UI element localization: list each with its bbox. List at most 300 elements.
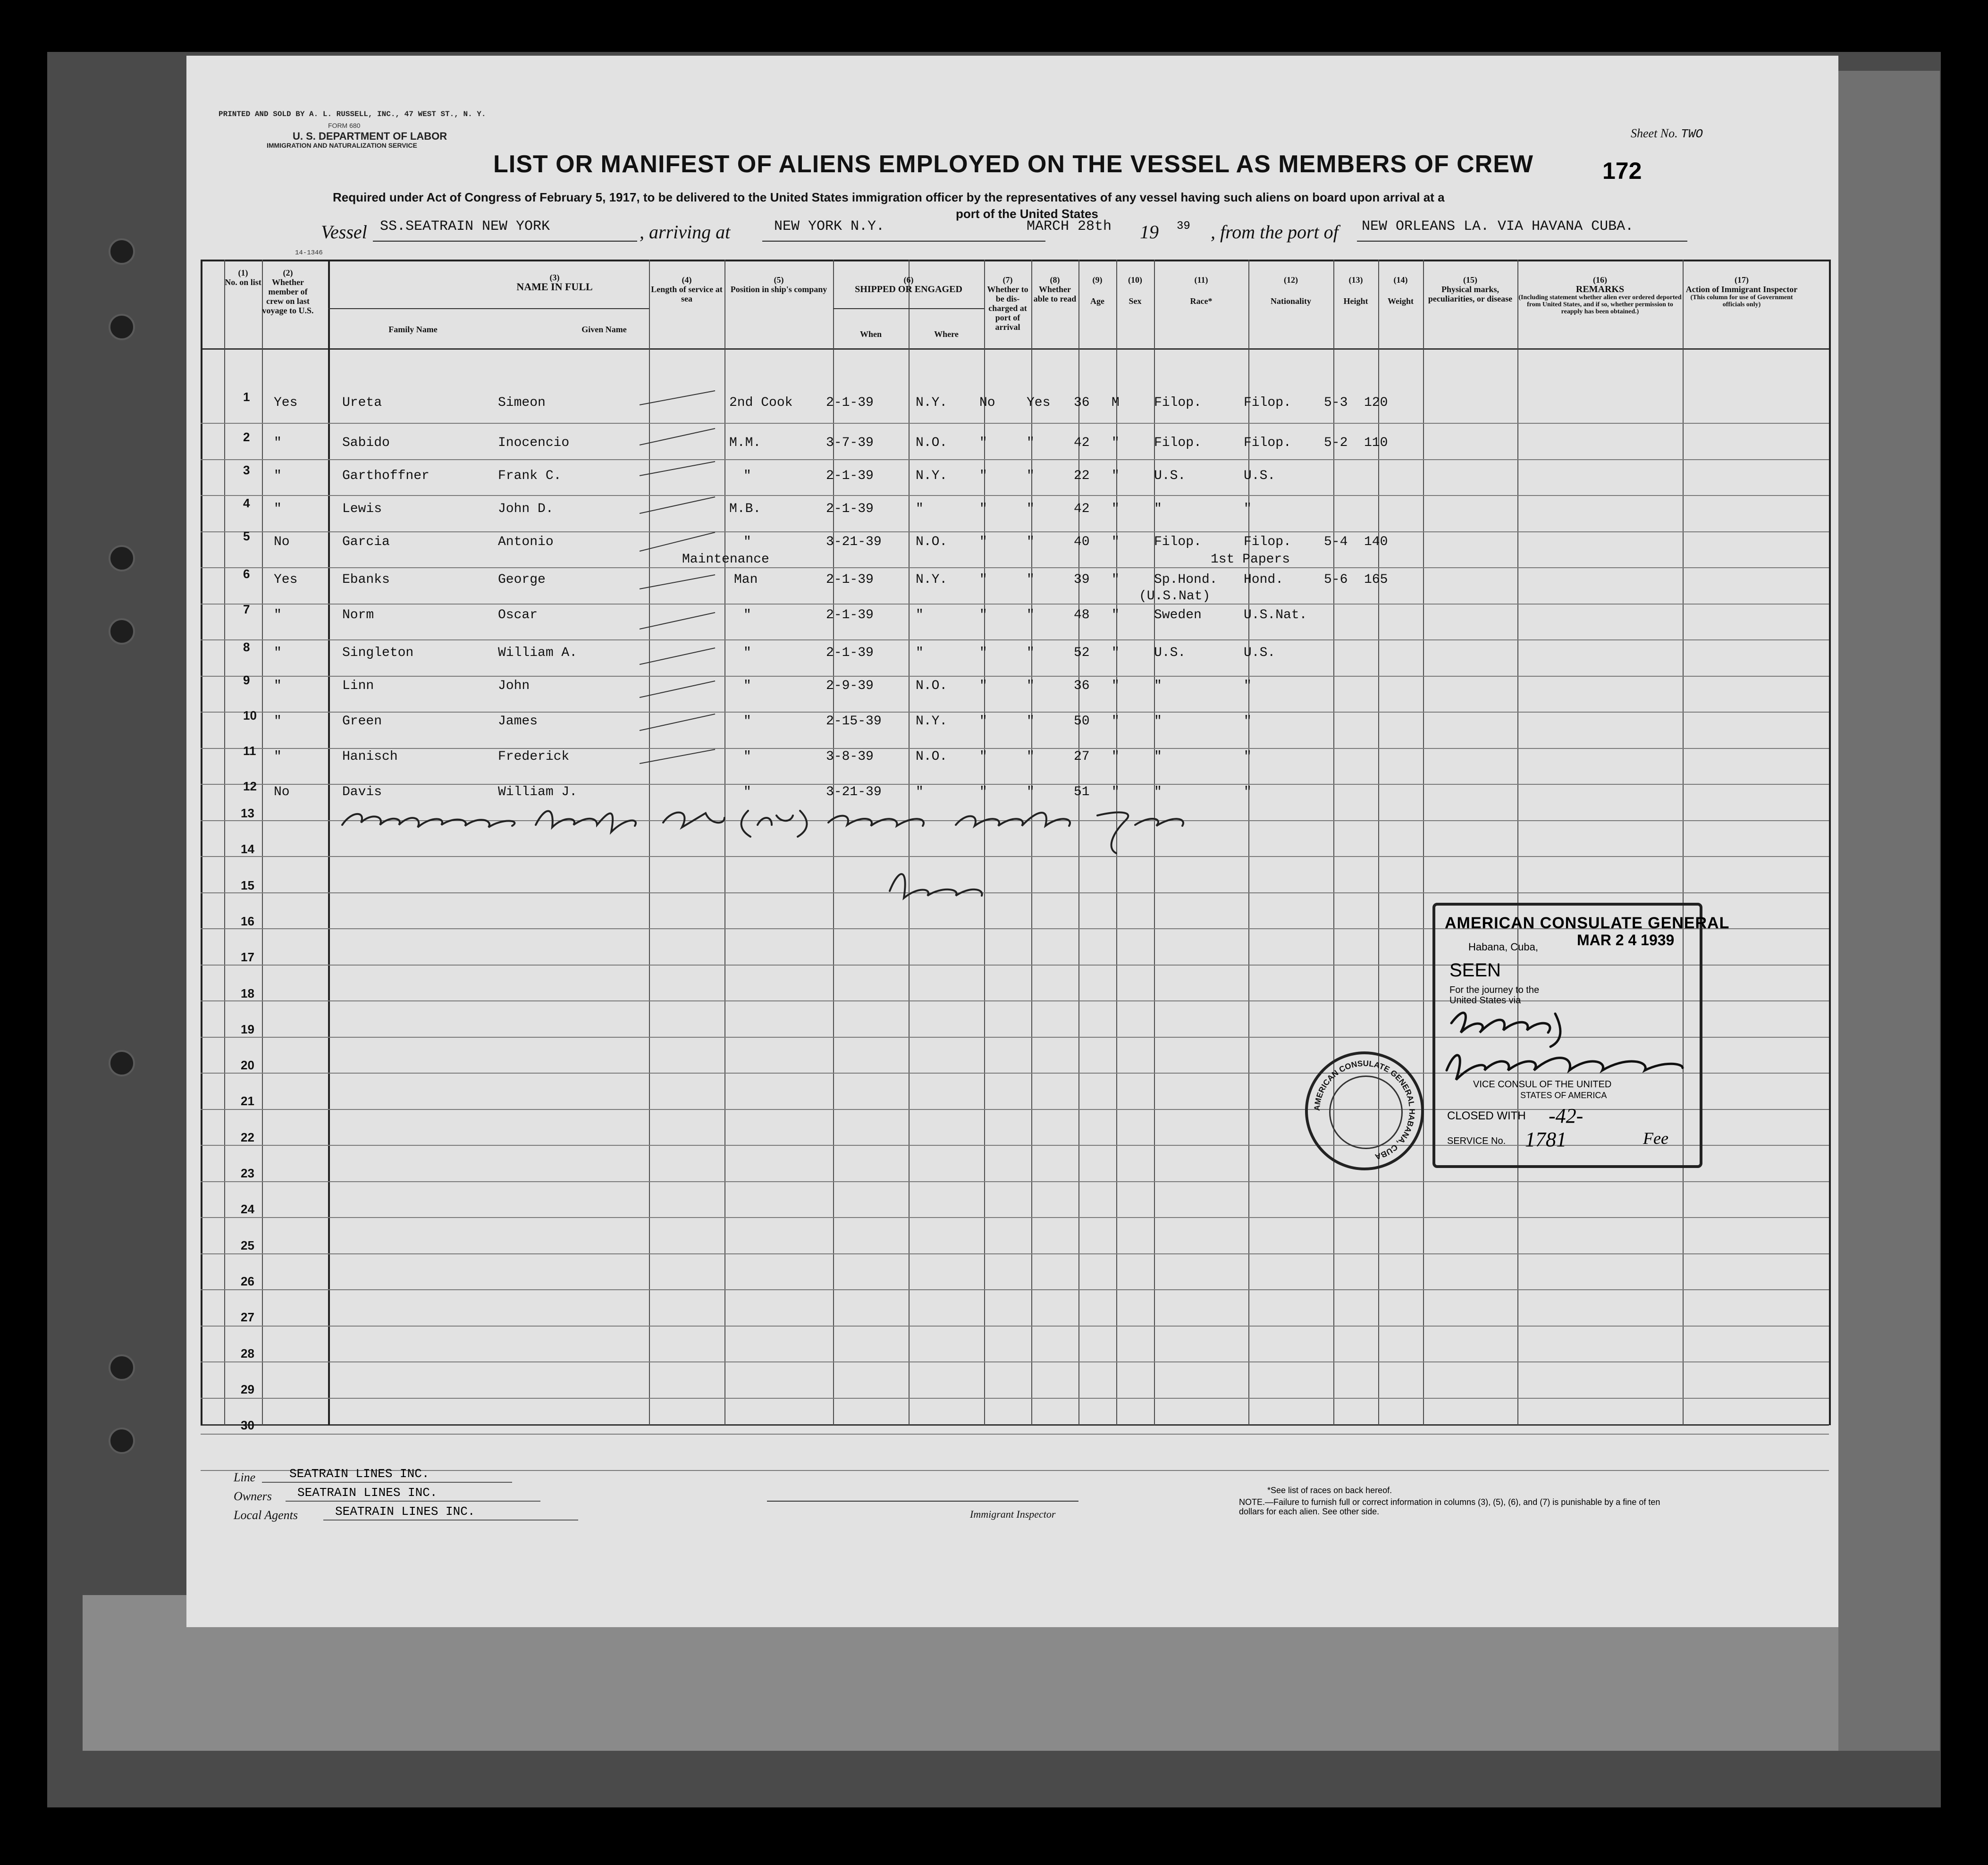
row-number: 17	[241, 950, 254, 965]
nationality-cell: "	[1244, 714, 1252, 729]
nationality-cell: U.S.Nat.	[1244, 608, 1307, 622]
header-col8	[1031, 275, 1078, 303]
family-name-cell: Ureta	[342, 395, 382, 410]
shipped-when-cell: 2-9-39	[826, 679, 874, 693]
from-port-label: , from the port of	[1211, 221, 1339, 243]
row-rule	[201, 1217, 1829, 1218]
year-value: 39	[1177, 220, 1190, 233]
header-col16	[1517, 275, 1683, 315]
header-family-name: Family Name	[388, 325, 438, 334]
row-rule	[201, 531, 1829, 532]
stamp-text-1: For the journey to the	[1449, 985, 1540, 995]
discharged-cell: "	[979, 679, 987, 693]
column-label: Whether member of crew on last voyage to U.S.	[262, 277, 314, 315]
shipped-where-cell: N.Y.	[916, 469, 948, 483]
height-cell: 5-3	[1324, 395, 1348, 410]
race-cell: Sweden	[1154, 608, 1202, 622]
stamp-title: AMERICAN CONSULATE GENERAL	[1445, 914, 1730, 932]
row-rule	[201, 567, 1829, 568]
column-rule	[328, 260, 330, 1425]
given-name-cell: Frank C.	[498, 469, 562, 483]
header-col15	[1423, 275, 1517, 303]
nationality-cell: "	[1244, 502, 1252, 516]
arriving-label: , arriving at	[640, 221, 731, 243]
column-label: No. on list	[225, 277, 261, 287]
stamp-date: MAR 2 4 1939	[1577, 932, 1675, 949]
row-rule	[201, 1253, 1829, 1254]
stamp-states: STATES OF AMERICA	[1520, 1091, 1607, 1100]
able-to-read-cell: "	[1027, 535, 1035, 549]
row-number: 9	[243, 673, 250, 687]
consulate-seal	[1305, 1051, 1424, 1170]
department-name: U. S. DEPARTMENT OF LABOR	[293, 130, 447, 142]
row-rule	[201, 604, 1829, 605]
shipped-where-cell: N.Y.	[916, 714, 948, 729]
footer-owners-label: Owners	[234, 1489, 272, 1503]
last-voyage-cell: "	[274, 502, 282, 516]
last-voyage-cell: "	[274, 749, 282, 764]
header-col1	[224, 268, 262, 287]
shipped-when-cell: 3-21-39	[826, 535, 882, 549]
stamp-city: Habana, Cuba,	[1468, 941, 1538, 953]
family-name-cell: Davis	[342, 785, 382, 799]
binder-hole	[109, 1428, 135, 1454]
family-name-cell: Sabido	[342, 436, 390, 450]
row-number: 21	[241, 1094, 254, 1109]
age-cell: 42	[1074, 436, 1090, 450]
last-voyage-cell: Yes	[274, 395, 298, 410]
printer-line: PRINTED AND SOLD BY A. L. RUSSELL, INC., 47 WEST ST., N. Y.	[219, 110, 486, 118]
row-number: 25	[241, 1238, 254, 1252]
header-col11	[1154, 275, 1248, 306]
column-number: (1)	[238, 268, 248, 277]
row-number: 26	[241, 1274, 254, 1288]
binder-hole	[109, 238, 135, 265]
footer-line-underline	[262, 1482, 512, 1483]
column-number: (17)	[1735, 275, 1749, 285]
given-name-cell: William A.	[498, 646, 578, 660]
nationality-cell: Filop.	[1244, 436, 1291, 450]
position-cell: "	[743, 749, 751, 764]
column-label: Age	[1090, 296, 1104, 306]
discharged-cell: "	[979, 714, 987, 729]
header-col10	[1116, 275, 1154, 306]
row-number: 12	[243, 779, 257, 793]
race-note: *See list of races on back hereof.	[1267, 1486, 1392, 1495]
row-number: 7	[243, 602, 250, 616]
shipped-where-cell: N.O.	[916, 749, 948, 764]
column-label: Nationality	[1270, 296, 1311, 306]
binder-hole	[109, 545, 135, 571]
arrival-port: NEW YORK N.Y.	[774, 218, 885, 235]
discharged-cell: "	[979, 572, 987, 587]
given-name-cell: George	[498, 572, 546, 587]
row-number: 11	[243, 744, 256, 758]
row-rule	[201, 639, 1829, 640]
weight-cell: 140	[1364, 535, 1388, 549]
footer-owners-value: SEATRAIN LINES INC.	[297, 1486, 438, 1500]
shipped-when-cell: 2-15-39	[826, 714, 882, 729]
given-name-cell: Oscar	[498, 608, 538, 622]
inspector-signature-line	[767, 1501, 1078, 1502]
discharged-cell: "	[979, 535, 987, 549]
discharged-cell: "	[979, 469, 987, 483]
nationality-cell: Hond.	[1244, 572, 1284, 587]
binder-hole	[109, 1354, 135, 1381]
discharged-cell: "	[979, 608, 987, 622]
stamp-service-value: 1781	[1525, 1128, 1567, 1151]
row-number: 16	[241, 914, 254, 928]
form-code: 14-1346	[295, 249, 323, 257]
column-label: Whether to be dis-charged at port of arrival	[987, 285, 1028, 332]
row-number: 20	[241, 1058, 254, 1073]
shipped-when-cell: 2-1-39	[826, 502, 874, 516]
from-port-underline	[1357, 241, 1687, 242]
position-cell: "	[743, 469, 751, 483]
column-note: (Including statement whether alien ever ordered deported from United States, and if so, whether permission to reapply has been obtained.)	[1518, 294, 1682, 315]
age-cell: 36	[1074, 679, 1090, 693]
sheet-number	[1631, 126, 1703, 141]
header-where: Where	[934, 329, 959, 339]
nationality-cell: "	[1244, 785, 1252, 799]
row-rule	[201, 748, 1829, 749]
row-number: 18	[241, 986, 254, 1000]
height-cell: 5-6	[1324, 572, 1348, 587]
row-number: 27	[241, 1310, 254, 1325]
height-cell: 5-4	[1324, 535, 1348, 549]
table-top-border	[201, 260, 1829, 261]
footer-line-value: SEATRAIN LINES INC.	[289, 1467, 430, 1481]
row-number: 29	[241, 1382, 254, 1396]
inspector-label: Immigrant Inspector	[970, 1508, 1056, 1520]
header-col6	[833, 275, 984, 294]
nationality-cell: U.S.	[1244, 646, 1276, 660]
column-number: (16)	[1593, 275, 1607, 285]
footer-owners-underline	[286, 1501, 540, 1502]
row-number: 30	[241, 1418, 254, 1433]
row-number: 13	[241, 806, 254, 820]
seal-text-ring	[1308, 1054, 1421, 1168]
row-number: 19	[241, 1022, 254, 1036]
family-name-cell: Green	[342, 714, 382, 729]
sheet-label: Sheet No.	[1631, 126, 1678, 140]
column-number: (10)	[1128, 275, 1142, 285]
stamp-vice-consul: VICE CONSUL OF THE UNITED	[1473, 1079, 1612, 1090]
row-number: 10	[243, 708, 257, 722]
column-label: Length of service at sea	[651, 285, 723, 303]
binder-hole	[109, 1050, 135, 1076]
header-given-name: Given Name	[581, 325, 627, 334]
from-port-value: NEW ORLEANS LA. VIA HAVANA CUBA.	[1362, 218, 1634, 235]
shipped-when-cell: 2-1-39	[826, 395, 874, 410]
footer-agents-value: SEATRAIN LINES INC.	[335, 1504, 475, 1519]
position-cell: Man	[734, 572, 758, 587]
note-first-papers: 1st Papers	[1211, 552, 1290, 567]
column-label: Whether able to read	[1033, 285, 1077, 303]
able-to-read-cell: Yes	[1027, 395, 1051, 410]
nationality-cell: "	[1244, 679, 1252, 693]
row-rule	[201, 676, 1829, 677]
sex-cell: "	[1112, 785, 1120, 799]
position-cell: "	[743, 535, 751, 549]
row-number: 14	[241, 842, 254, 857]
row-number: 6	[243, 567, 250, 581]
length-of-service-marks	[635, 372, 739, 844]
document-subtitle-2: port of the United States	[956, 207, 1098, 221]
row-number: 28	[241, 1346, 254, 1361]
given-name-cell: John D.	[498, 502, 554, 516]
arrival-date: MARCH 28th	[1027, 218, 1112, 235]
back-sheet-edge	[1831, 71, 1940, 1751]
shipped-when-cell: 3-21-39	[826, 785, 882, 799]
able-to-read-cell: "	[1027, 469, 1035, 483]
header-col14	[1378, 275, 1423, 306]
discharged-cell: "	[979, 646, 987, 660]
able-to-read-cell: "	[1027, 785, 1035, 799]
sex-cell: "	[1112, 646, 1120, 660]
last-voyage-cell: Yes	[274, 572, 298, 587]
given-name-cell: James	[498, 714, 538, 729]
stamp-text-2: United States via	[1449, 995, 1521, 1006]
discharged-cell: "	[979, 436, 987, 450]
column-rule	[201, 260, 202, 1425]
race-cell: "	[1154, 785, 1162, 799]
column-label: REMARKS	[1575, 284, 1625, 294]
discharged-cell: No	[979, 395, 995, 410]
row-number: 2	[243, 430, 250, 444]
stamp-closed: CLOSED WITH	[1447, 1109, 1526, 1122]
last-voyage-cell: "	[274, 679, 282, 693]
column-number: (9)	[1092, 275, 1103, 285]
column-number: (8)	[1050, 275, 1060, 285]
sex-cell: "	[1112, 535, 1120, 549]
year-prefix: 19	[1140, 221, 1159, 243]
race-cell: "	[1154, 749, 1162, 764]
port-underline	[762, 241, 1045, 242]
sex-cell: "	[1112, 608, 1120, 622]
form-number: FORM 680	[328, 122, 361, 129]
header-bottom-border	[201, 348, 1829, 350]
discharged-cell: "	[979, 502, 987, 516]
age-cell: 36	[1074, 395, 1090, 410]
age-cell: 39	[1074, 572, 1090, 587]
binder-hole	[109, 314, 135, 340]
note-us-nat: (U.S.Nat)	[1139, 589, 1211, 604]
row-number: 4	[243, 496, 250, 510]
last-voyage-cell: No	[274, 535, 290, 549]
able-to-read-cell: "	[1027, 679, 1035, 693]
stamp-closed-value: -42-	[1549, 1104, 1584, 1127]
able-to-read-cell: "	[1027, 646, 1035, 660]
race-cell: U.S.	[1154, 646, 1186, 660]
able-to-read-cell: "	[1027, 572, 1035, 587]
shipped-where-cell: N.Y.	[916, 395, 948, 410]
column-number: (15)	[1463, 275, 1477, 285]
header-col4	[649, 275, 724, 303]
document-subtitle-1: Required under Act of Congress of February 5, 1917, to be delivered to the United States immigration officer by the representatives of any vessel having such aliens on board upon arrival at a	[333, 190, 1445, 204]
family-name-cell: Singleton	[342, 646, 414, 660]
column-label: Position in ship's company	[730, 285, 827, 294]
given-name-cell: Antonio	[498, 535, 554, 549]
row-number: 24	[241, 1202, 254, 1217]
header-col12	[1248, 275, 1333, 306]
column-number: (14)	[1393, 275, 1408, 285]
given-name-cell: John	[498, 679, 530, 693]
row-rule	[201, 1361, 1829, 1362]
row-rule	[201, 423, 1829, 424]
row-rule	[201, 495, 1829, 496]
shipped-where-cell: N.Y.	[916, 572, 948, 587]
column-rule	[1517, 260, 1518, 1425]
handwritten-closing-note	[333, 797, 1513, 919]
family-name-cell: Linn	[342, 679, 374, 693]
footer-agents-underline	[323, 1520, 578, 1521]
column-number: (6)	[903, 275, 914, 285]
shipped-where-cell: "	[916, 608, 924, 622]
row-number: 23	[241, 1166, 254, 1180]
sex-cell: M	[1112, 395, 1120, 410]
sex-cell: "	[1112, 502, 1120, 516]
penalty-note: NOTE.—Failure to furnish full or correct information in columns (3), (5), (6), and (7) is punishable by a fine of ten dollars for each alien. See other side.	[1239, 1497, 1660, 1516]
row-rule	[201, 1470, 1829, 1471]
footer-agents-label: Local Agents	[234, 1508, 298, 1522]
sex-cell: "	[1112, 749, 1120, 764]
row-rule	[201, 1181, 1829, 1182]
header-col7	[984, 275, 1031, 332]
sex-cell: "	[1112, 469, 1120, 483]
shipped-where-cell: "	[916, 646, 924, 660]
family-name-cell: Garcia	[342, 535, 390, 549]
discharged-cell: "	[979, 785, 987, 799]
column-rule	[1829, 260, 1831, 1425]
header-when: When	[859, 329, 882, 339]
column-rule	[262, 260, 263, 1425]
weight-cell: 120	[1364, 395, 1388, 410]
race-cell: "	[1154, 502, 1162, 516]
note-maintenance: Maintenance	[682, 552, 769, 567]
nationality-cell: U.S.	[1244, 469, 1276, 483]
page-number: 172	[1602, 158, 1642, 184]
vessel-value: SS.SEATRAIN NEW YORK	[380, 218, 550, 235]
able-to-read-cell: "	[1027, 749, 1035, 764]
column-label: Action of Immigrant Inspector	[1685, 285, 1798, 294]
manifest-sheet	[186, 56, 1838, 1627]
column-label: NAME IN FULL	[516, 281, 593, 293]
row-number: 5	[243, 529, 250, 543]
family-name-cell: Lewis	[342, 502, 382, 516]
row-number: 15	[241, 878, 254, 892]
column-label: Physical marks, peculiarities, or disease	[1428, 285, 1513, 303]
shipped-when-cell: 2-1-39	[826, 572, 874, 587]
row-rule	[201, 712, 1829, 713]
race-cell: Filop.	[1154, 436, 1202, 450]
service-name: IMMIGRATION AND NATURALIZATION SERVICE	[267, 142, 417, 149]
age-cell: 27	[1074, 749, 1090, 764]
column-rule	[1683, 260, 1684, 1425]
sex-cell: "	[1112, 572, 1120, 587]
position-cell: "	[743, 608, 751, 622]
last-voyage-cell: "	[274, 646, 282, 660]
svg-text:AMERICAN CONSULATE GENERAL HAB	[1313, 1059, 1416, 1161]
shipped-when-cell: 3-8-39	[826, 749, 874, 764]
subheader-rule	[328, 308, 649, 309]
weight-cell: 110	[1364, 436, 1388, 450]
shipped-where-cell: "	[916, 785, 924, 799]
shipped-when-cell: 2-1-39	[826, 608, 874, 622]
age-cell: 40	[1074, 535, 1090, 549]
subheader-rule	[833, 308, 984, 309]
age-cell: 22	[1074, 469, 1090, 483]
header-col2	[262, 268, 314, 315]
height-cell: 5-2	[1324, 436, 1348, 450]
age-cell: 42	[1074, 502, 1090, 516]
column-number: (11)	[1194, 275, 1208, 285]
last-voyage-cell: "	[274, 714, 282, 729]
nationality-cell: Filop.	[1244, 535, 1291, 549]
last-voyage-cell: "	[274, 608, 282, 622]
header-col13	[1333, 275, 1378, 306]
shipped-when-cell: 2-1-39	[826, 646, 874, 660]
row-number: 8	[243, 640, 250, 654]
race-cell: Filop.	[1154, 535, 1202, 549]
sheet-value: TWO	[1681, 127, 1703, 141]
column-label: Race*	[1190, 296, 1213, 306]
position-cell: M.M.	[729, 436, 761, 450]
shipped-where-cell: N.O.	[916, 679, 948, 693]
header-col5	[724, 275, 833, 294]
column-label: Sex	[1129, 296, 1142, 306]
shipped-where-cell: N.O.	[916, 436, 948, 450]
row-number: 22	[241, 1130, 254, 1144]
race-cell: "	[1154, 714, 1162, 729]
stamp-service: SERVICE No.	[1447, 1136, 1506, 1146]
able-to-read-cell: "	[1027, 608, 1035, 622]
stamp-fee-value: Fee	[1643, 1129, 1668, 1148]
race-cell: U.S.	[1154, 469, 1186, 483]
row-rule	[201, 784, 1829, 785]
given-name-cell: Simeon	[498, 395, 546, 410]
last-voyage-cell: No	[274, 785, 290, 799]
position-cell: M.B.	[729, 502, 761, 516]
position-cell: "	[743, 646, 751, 660]
able-to-read-cell: "	[1027, 714, 1035, 729]
age-cell: 48	[1074, 608, 1090, 622]
last-voyage-cell: "	[274, 469, 282, 483]
row-number: 3	[243, 463, 250, 477]
table-bottom-border	[201, 1424, 1829, 1426]
family-name-cell: Garthoffner	[342, 469, 430, 483]
column-number: (13)	[1348, 275, 1363, 285]
header-col9	[1078, 275, 1116, 306]
column-number: (5)	[774, 275, 784, 285]
shipped-when-cell: 2-1-39	[826, 469, 874, 483]
column-number: (7)	[1002, 275, 1013, 285]
nationality-cell: "	[1244, 749, 1252, 764]
binder-hole	[109, 618, 135, 645]
race-cell: Filop.	[1154, 395, 1202, 410]
column-number: (4)	[682, 275, 692, 285]
row-number: 1	[243, 390, 250, 404]
sex-cell: "	[1112, 714, 1120, 729]
stamp-seen: SEEN	[1449, 960, 1501, 981]
weight-cell: 165	[1364, 572, 1388, 587]
column-number: (2)	[283, 268, 293, 277]
consul-signature	[1437, 1004, 1768, 1099]
given-name-cell: Frederick	[498, 749, 570, 764]
row-rule	[201, 1398, 1829, 1399]
able-to-read-cell: "	[1027, 436, 1035, 450]
family-name-cell: Norm	[342, 608, 374, 622]
